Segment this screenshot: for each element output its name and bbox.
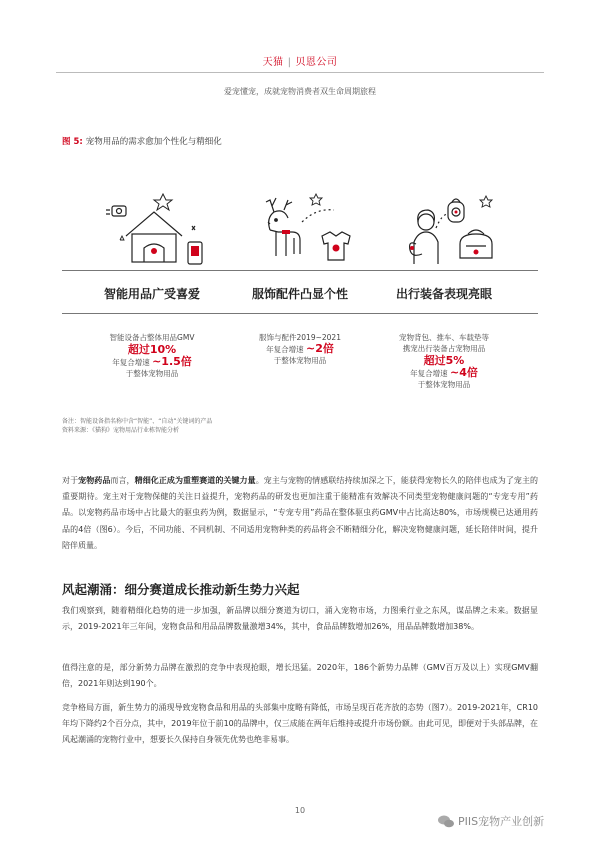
stat-growth-label: 年复合增速	[266, 345, 304, 354]
category-band-top-rule	[62, 270, 538, 271]
figure-label: 图 5:	[62, 137, 83, 147]
header-divider	[56, 72, 544, 73]
stat-text: 于整体宠物用品	[417, 380, 471, 389]
stat-text: 于整体宠物用品	[273, 356, 327, 365]
stat-highlight-growth: ~4倍	[450, 366, 478, 379]
text-run: 。宠主与宠物的情感联结持续加深之下，能获得宠物长久的陪伴也成为了宠主的重要期待。宠主对于宠物保健的关注日益提升，宠物药品的研发也更加注重于能精准有效解决不同类型宠物健康问题的“专宠专用”药品。以宠物药品市场中占比最大的驱虫药为例，数据显示，“专宠专用”药品在整体驱虫药GMV中占比高达80%，市场规模已达通用药品的4倍（图6）。今后，不同功能、不同机制、不同适用宠物种类的药品将会不断精细分化，解决宠物健康问题，延长陪伴时间，提升陪伴质量。	[62, 476, 539, 550]
watermark	[438, 813, 544, 829]
stat-highlight-share: 超过10%	[127, 343, 177, 356]
stat-highlight-share: 超过5%	[423, 354, 465, 367]
brand-tmall: 天猫	[262, 57, 284, 68]
stat-text: 于整体宠物用品	[125, 369, 179, 378]
stat-text: 智能设备占整体用品GMV	[109, 333, 195, 342]
camera-icon	[106, 206, 126, 216]
page-number: 10	[294, 806, 306, 815]
stat-text: 携宠出行装备占宠物用品	[402, 344, 486, 353]
wechat-icon	[438, 815, 454, 828]
category-band-bottom-rule	[62, 313, 538, 314]
dog-with-antlers-icon	[266, 198, 300, 256]
stat-text: 宠物背包、推车、车载垫等	[399, 333, 489, 342]
header-brand	[0, 53, 600, 68]
figure-caption	[62, 135, 222, 147]
stat-text: 服饰与配件2019~2021	[259, 333, 341, 342]
tshirt-icon	[322, 232, 350, 260]
figure-note: 备注：智能设备指名称中含“智能”、“自动”关键词的产品	[62, 418, 213, 425]
pet-clothing-illustration-icon	[230, 188, 370, 268]
stat-highlight-growth: ~1.5倍	[152, 355, 192, 368]
category-title-smart-devices: 智能用品广受喜爱	[103, 287, 200, 301]
figure-notes	[62, 417, 212, 435]
pet-carrier-icon	[460, 230, 492, 258]
stat-growth-label: 年复合增速	[410, 369, 448, 378]
text-run: 对于	[62, 476, 79, 485]
brand-bain: 贝恩公司	[295, 57, 338, 68]
smart-devices-illustration-icon	[84, 188, 224, 268]
stat-smart-devices	[72, 332, 232, 379]
report-subtitle: 爱宠懂宠，成就宠物消费者双生命周期旅程	[224, 87, 376, 96]
paragraph-competition: 竞争格局方面，新生势力的涌现导致宠物食品和用品的头部集中度略有降低，市场呈现百花齐放的态势（图7）。2019-2021年，CR10年均下降约2个百分点，其中，2019年位于前10的品牌中，仅三成能在两年后维持或提升市场份额。由此可见，即便对于头部品牌，在风起潮涌的宠物行业中，想要长久保持自身领先优势也绝非易事。	[62, 703, 538, 745]
figure-source: 资料来源：《猫狗》宠物用品行业栋智能分析	[62, 427, 180, 434]
category-title-apparel: 服饰配件凸显个性	[251, 287, 348, 301]
text-run: 而言，	[110, 476, 135, 485]
smartphone-icon	[188, 242, 202, 264]
stat-travel-gear	[364, 332, 524, 390]
bold-term: 宠物药品	[78, 476, 111, 485]
stat-growth-label: 年复合增速	[112, 358, 150, 367]
pet-house-icon	[126, 212, 182, 262]
pet-backpack-icon	[448, 199, 464, 222]
person-holding-pet-icon	[410, 210, 438, 264]
category-title-travel-gear: 出行装备表现亮眼	[395, 287, 492, 301]
figure-caption-text: 宠物用品的需求愈加个性化与精细化	[85, 137, 222, 147]
stat-apparel	[220, 332, 380, 366]
paragraph-pet-medicine	[62, 473, 538, 554]
bold-phrase: 精细化正成为重塑赛道的关键力量	[134, 476, 256, 485]
stat-highlight-growth: ~2倍	[306, 342, 334, 355]
watermark-text: PIIS宠物产业创新	[458, 815, 545, 828]
paragraph-new-brands: 我们观察到，随着精细化趋势的进一步加强，新品牌以细分赛道为切口，涌入宠物市场，力图乘行业之东风，谋品牌之未来。数据显示，2019-2021年三年间，宠物食品和用品品牌数量激增34%，其中，食品品牌数增加26%，用品品牌数增加38%。	[62, 606, 538, 632]
brand-separator: |	[287, 57, 292, 68]
paragraph-new-forces: 值得注意的是，部分新势力品牌在激烈的竞争中表现抢眼，增长迅猛。2020年，186个新势力品牌（GMV百万及以上）实现GMV翻倍，2021年则达到190个。	[62, 663, 538, 689]
travel-gear-illustration-icon	[372, 188, 512, 268]
section-heading: 风起潮涌：细分赛道成长推动新生势力兴起	[62, 582, 300, 597]
